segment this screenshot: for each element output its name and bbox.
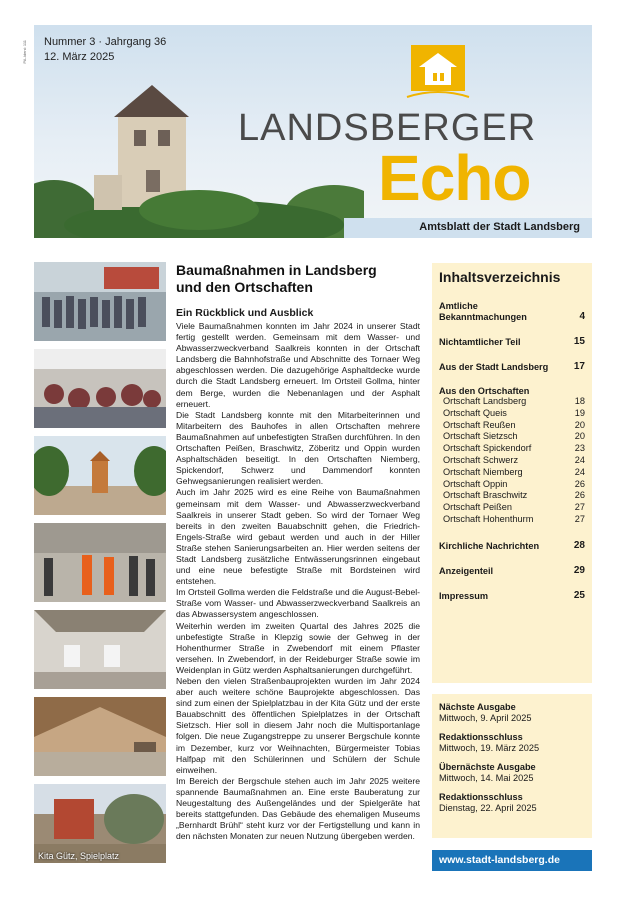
toc-entry-kirchlich[interactable]: Kirchliche Nachrichten 28 <box>439 539 585 551</box>
toc-entry-anzeigen[interactable]: Anzeigenteil 29 <box>439 564 585 576</box>
photo-construction-meeting <box>34 523 166 602</box>
issue-number: Nummer 3 · Jahrgang 36 <box>44 36 167 48</box>
photo-interior-room <box>34 610 166 689</box>
toc-sub-entry[interactable]: Ortschaft Queis 19 <box>443 407 585 418</box>
toc-sub-entry[interactable]: Ortschaft Oppin 26 <box>443 478 585 489</box>
schedule-value: Mittwoch, 19. März 2025 <box>439 743 540 753</box>
schedule-label: Redaktionsschluss <box>439 732 523 742</box>
photo-column <box>34 262 166 871</box>
toc-sub-entry[interactable]: Ortschaft Braschwitz 26 <box>443 490 585 501</box>
issue-info <box>44 35 166 65</box>
website-link[interactable]: www.stadt-landsberg.de <box>432 850 592 871</box>
masthead-subtitle: Amtsblatt der Stadt Landsberg <box>419 221 580 233</box>
photo-caption: Kita Gütz, Spielplatz <box>38 851 120 861</box>
brand-title-echo: Echo <box>378 142 531 214</box>
toc-entry-stadt[interactable]: Aus der Stadt Landsberg 17 <box>439 361 585 372</box>
toc-entry-ortschaften[interactable]: Aus den Ortschaften <box>439 386 530 396</box>
table-of-contents <box>432 263 592 683</box>
masthead <box>34 25 592 238</box>
article-paragraph: Die Stadt Landsberg konnte mit den Mitarbeiterinnen und Mitarbeitern des Bauhofes in allen Ortschaften mehrere Baumaßnahmen auf unbefestigten Straßen durchführen. In den Ortschaften Peißen, Braschwitz, Zöberitz und Oppin wurden Asphaltschäden beseitigt. In den Ortschaften Niemberg, Spickendorf, Schwerz und Dammendorf konnten Gehwegsanierungen realisiert werden. <box>176 409 420 487</box>
toc-sub-entry[interactable]: Ortschaft Reußen 20 <box>443 419 585 430</box>
toc-sub-entry[interactable]: Ortschaft Sietzsch 20 <box>443 431 585 442</box>
toc-sub-entry[interactable]: Ortschaft Niemberg 24 <box>443 466 585 477</box>
publication-schedule <box>432 694 592 838</box>
main-article <box>176 262 420 842</box>
article-paragraph: Auch im Jahr 2025 wird es eine Reihe von Baumaßnahmen gemeinsam mit dem Wasser- und Abwasserzweckverband Saalkreis in unserer Stadt geben. So wird der Tornaer Weg bereits in den zweiten Bauabschnitt gehen, die Friedrich-Engels-Straße wird gebaut werden und auch in der Hiller Straße stehen Sanierungsarbeiten an. Hier werden seitens der Stadt Landsberg zusätzliche Entwässerungsrinnen eingebaut und eine neue befestigte Straße mit Bordsteinen wird entstehen. <box>176 487 420 587</box>
brand-title-top: LANDSBERGER <box>238 107 537 149</box>
toc-title: Inhaltsverzeichnis <box>439 269 561 285</box>
schedule-label: Übernächste Ausgabe <box>439 762 536 772</box>
toc-sub-list <box>439 396 585 526</box>
article-paragraph: Neben den vielen Straßenbauprojekten wurden im Jahr 2024 aber auch weitere schöne Bauprojekte abgeschlossen. Das sind zum einen der Spielplatzbau in der Kita Gütz und der erste Bauabschnitt des öffentlichen Spielplatzes in der Ortschaft Sietzsch. Hier soll in diesem Jahr noch die Multisportanlage folgen. Die neue Zugangstreppe zu unserer Bergschule konnte im Dezember, kurz vor Weihnachten, Bürgermeister Tobias Halfpap mit den Schülerinnen und Schülern der Schule einweihen. <box>176 676 420 775</box>
toc-sub-entry[interactable]: Ortschaft Schwerz 24 <box>443 454 585 465</box>
article-subheading: Ein Rückblick und Ausblick <box>176 307 314 319</box>
toc-sub-entry[interactable]: Ortschaft Peißen 27 <box>443 502 585 513</box>
toc-entry-amtliche[interactable]: Amtliche Bekanntmachungen 4 <box>439 301 585 322</box>
toc-sub-entry[interactable]: Ortschaft Spickendorf 23 <box>443 443 585 454</box>
chapel-photo <box>34 75 364 238</box>
schedule-value: Mittwoch, 14. Mai 2025 <box>439 773 534 783</box>
article-paragraph: Im Bereich der Bergschule stehen auch im Jahr 2025 weitere spannende Baumaßnahmen an. Eine erste Bauberatung zur Neugestaltung des Außengeländes und der Spielgeräte hat bereits stattgefunden. Das Gebäude des ehemaligen Museums „Bernhardt Brühl“ steht kurz vor der Fertigstellung und kann in den nächsten Monaten zur neuen Nutzung übergeben werden. <box>176 775 420 842</box>
toc-entry-nichtamtlich[interactable]: Nichtamtlicher Teil 15 <box>439 336 585 347</box>
photo-school-group <box>34 262 166 341</box>
crown-logo-icon <box>405 41 471 105</box>
schedule-label: Nächste Ausgabe <box>439 702 516 712</box>
schedule-value: Mittwoch, 9. April 2025 <box>439 713 532 723</box>
photo-playground <box>34 436 166 515</box>
toc-entry-impressum[interactable]: Impressum 25 <box>439 589 585 601</box>
issue-date: 12. März 2025 <box>44 51 115 63</box>
article-title: Baumaßnahmen in Landsberg und den Ortschaften <box>176 262 377 295</box>
toc-sub-entry[interactable]: Ortschaft Landsberg 18 <box>443 396 585 406</box>
subtitle-bar <box>344 218 592 238</box>
toc-sub-entry[interactable]: Ortschaft Hohenthurm 27 <box>443 513 585 524</box>
article-paragraph: Viele Baumaßnahmen konnten im Jahr 2024 in unserer Stadt fertig gestellt werden. Gemeinsam mit dem Wasser- und Abwasserzweckverband Saalkreis konnten in der Ortschaft Landsberg die Bahnhofstraße und Abschnitte des Tornaer Weg abgeschlossen werden. Die dazugehörige Asphaltdecke wurde durch die Stadt Landsberg erneuert. Im Ortsteil Gollma, hinter dem Berge, wurden die Nebenanlagen und der Asphalt erneuert. <box>176 321 420 409</box>
article-paragraph: Weiterhin werden im zweiten Quartal des Jahres 2025 die unbefestigte Straße in Klepzig sowie der Gehweg in der Hohenthurmer Straße in Zwebendorf mit einem Pflaster versehen. In Zwebendorf, in der Reideburger Straße sowie im Weidenplan in Gütz werden Asphaltsanierungen durchgeführt. <box>176 620 420 675</box>
article-paragraph: Im Ortsteil Gollma werden die Feldstraße und die August-Bebel-Straße vom Wasser- und Abwasserzweckverband Saalkreis an das Abwassersystem angeschlossen. <box>176 587 420 620</box>
pa-ident-tag: PA-Ident: 111 <box>22 40 27 64</box>
schedule-label: Redaktionsschluss <box>439 792 523 802</box>
schedule-value: Dienstag, 22. April 2025 <box>439 803 537 813</box>
photo-children <box>34 349 166 428</box>
photo-attic-renovation <box>34 697 166 776</box>
photo-kita-guetz-playground <box>34 784 166 863</box>
